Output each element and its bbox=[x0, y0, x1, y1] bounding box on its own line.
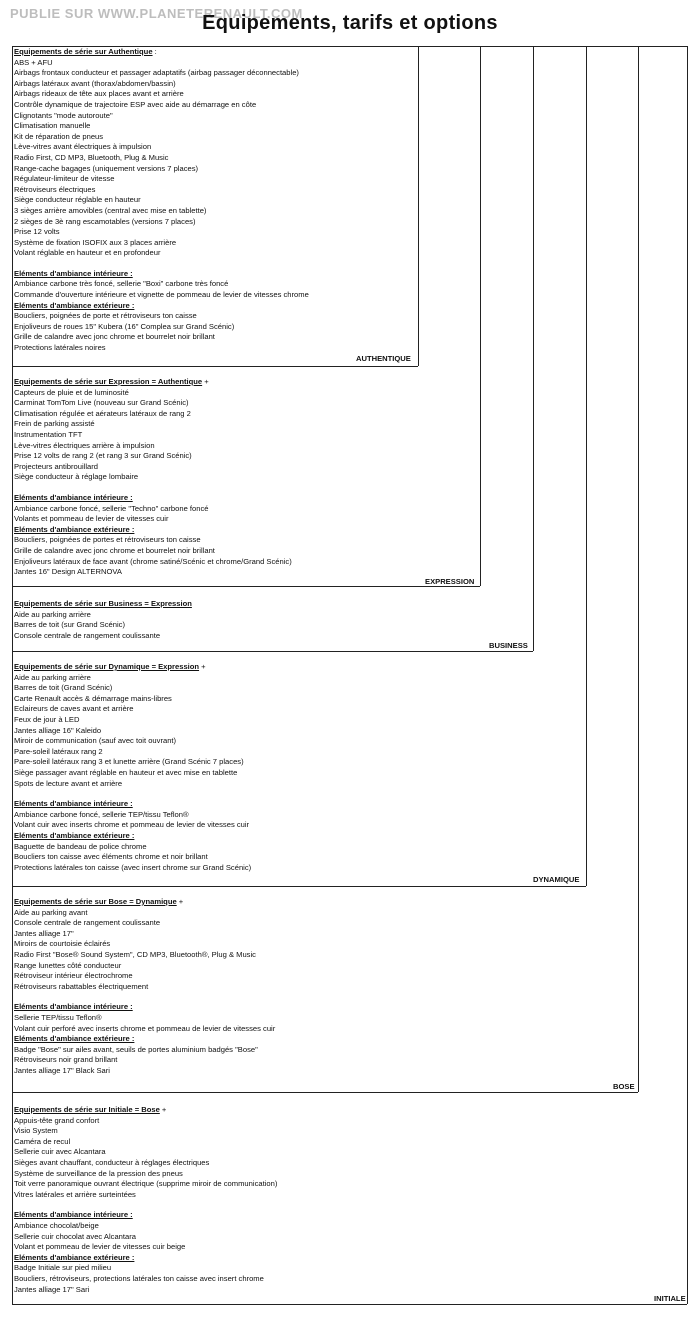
equipment-item: Appuis-tête grand confort bbox=[14, 1115, 100, 1125]
equipment-item: 2 sièges de 3è rang escamotables (versions 7 places) bbox=[14, 216, 196, 226]
section-heading bbox=[14, 377, 534, 388]
trim-label-initiale: INITIALE bbox=[654, 1294, 686, 1303]
exterior-item: Protections latérales ton caisse (avec insert chrome sur Grand Scénic) bbox=[14, 862, 252, 872]
section-authentique bbox=[14, 47, 534, 354]
interior-item: Ambiance carbone foncé, sellerie TEP/tissu Teflon® bbox=[14, 809, 189, 819]
exterior-item: Jantes alliage 17" Sari bbox=[14, 1284, 90, 1294]
exterior-item: Protections latérales noires bbox=[14, 343, 106, 353]
equipment-item: Radio First, CD MP3, Bluetooth, Plug & Music bbox=[14, 152, 169, 162]
equipment-item: Pare-soleil latéraux rang 2 bbox=[14, 746, 103, 756]
equipment-item: Siège conducteur à réglage lombaire bbox=[14, 472, 139, 482]
exterior-heading: Eléments d'ambiance extérieure : bbox=[14, 300, 135, 310]
equipment-item: Rétroviseurs rabattables électriquement bbox=[14, 981, 149, 991]
equipment-item: Sellerie cuir avec Alcantara bbox=[14, 1147, 106, 1157]
exterior-item: Rétroviseurs noir grand brillant bbox=[14, 1055, 118, 1065]
equipment-item: Barres de toit (Grand Scénic) bbox=[14, 683, 113, 693]
equipment-item: 3 sièges arrière amovibles (central avec mise en tablette) bbox=[14, 205, 207, 215]
trim-label-dynamique: DYNAMIQUE bbox=[533, 875, 580, 884]
equipment-item: Aide au parking arrière bbox=[14, 609, 91, 619]
equipment-item: Système de surveillance de la pression des pneus bbox=[14, 1168, 183, 1178]
frame-bose bbox=[638, 46, 639, 1092]
section-heading-suffix: : bbox=[152, 47, 157, 56]
equipment-item: Miroir de communication (sauf avec toit ouvrant) bbox=[14, 736, 177, 746]
equipment-item: Console centrale de rangement coulissante bbox=[14, 918, 161, 928]
section-business bbox=[14, 599, 534, 641]
section-heading-text: Equipements de série sur Bose = Dynamique bbox=[14, 897, 177, 906]
divider-authentique bbox=[12, 366, 418, 367]
interior-heading: Eléments d'ambiance intérieure : bbox=[14, 1210, 133, 1220]
equipment-item: Lève-vitres avant électriques à impulsion bbox=[14, 142, 152, 152]
equipment-item: Radio First "Bose® Sound System", CD MP3, Bluetooth®, Plug & Music bbox=[14, 949, 256, 959]
equipment-item: Barres de toit (sur Grand Scénic) bbox=[14, 620, 125, 630]
interior-item: Volants et pommeau de levier de vitesses cuir bbox=[14, 514, 169, 524]
interior-item: Volant et pommeau de levier de vitesses cuir beige bbox=[14, 1242, 186, 1252]
exterior-heading: Eléments d'ambiance extérieure : bbox=[14, 830, 135, 840]
equipment-item: Rétroviseurs électriques bbox=[14, 184, 96, 194]
equipment-item: Contrôle dynamique de trajectoire ESP avec aide au démarrage en côte bbox=[14, 99, 257, 109]
interior-item: Ambiance carbone très foncé, sellerie "Boxi" carbone très foncé bbox=[14, 279, 229, 289]
interior-heading: Eléments d'ambiance intérieure : bbox=[14, 268, 133, 278]
equipment-item: Toit verre panoramique ouvrant électrique (supprime miroir de communication) bbox=[14, 1179, 278, 1189]
left-border bbox=[12, 46, 13, 1304]
section-heading-text: Equipements de série sur Dynamique = Expression bbox=[14, 662, 200, 671]
interior-heading: Eléments d'ambiance intérieure : bbox=[14, 799, 133, 809]
equipment-item: Miroirs de courtoisie éclairés bbox=[14, 939, 111, 949]
frame-dynamique bbox=[586, 46, 587, 886]
equipment-item: Console centrale de rangement coulissante bbox=[14, 630, 161, 640]
equipment-item: Aide au parking avant bbox=[14, 907, 88, 917]
divider-dynamique bbox=[12, 886, 586, 887]
exterior-item: Grille de calandre avec jonc chrome et bourrelet noir brillant bbox=[14, 332, 215, 342]
equipment-item: Frein de parking assisté bbox=[14, 419, 95, 429]
section-heading bbox=[14, 897, 534, 908]
equipment-item: Airbags rideaux de tête aux places avant et arrière bbox=[14, 89, 184, 99]
exterior-item: Enjoliveurs de roues 15" Kubera (16" Complea sur Grand Scénic) bbox=[14, 321, 235, 331]
section-heading-text: Equipements de série sur Expression = Authentique bbox=[14, 377, 203, 386]
equipment-item: Système de fixation ISOFIX aux 3 places arrière bbox=[14, 237, 177, 247]
interior-item: Volant cuir perforé avec inserts chrome et pommeau de levier de vitesses cuir bbox=[14, 1023, 276, 1033]
equipment-item: Carminat TomTom Live (nouveau sur Grand Scénic) bbox=[14, 398, 189, 408]
interior-heading: Eléments d'ambiance intérieure : bbox=[14, 492, 133, 502]
equipment-item: Prise 12 volts de rang 2 (et rang 3 sur Grand Scénic) bbox=[14, 451, 192, 461]
equipment-item: Rétroviseur intérieur électrochrome bbox=[14, 971, 133, 981]
equipment-item: Eclaireurs de caves avant et arrière bbox=[14, 704, 134, 714]
equipment-item: Feux de jour à LED bbox=[14, 714, 80, 724]
equipment-item: Projecteurs antibrouillard bbox=[14, 461, 98, 471]
bottom-border bbox=[12, 1304, 687, 1305]
exterior-item: Badge "Bose" sur ailes avant, seuils de portes aluminium badgés "Bose" bbox=[14, 1044, 258, 1054]
equipment-item: Sièges avant chauffant, conducteur à réglages électriques bbox=[14, 1157, 210, 1167]
equipment-item: Instrumentation TFT bbox=[14, 429, 83, 439]
exterior-item: Grille de calandre avec jonc chrome et bourrelet noir brillant bbox=[14, 545, 215, 555]
interior-item: Commande d'ouverture intérieure et vignette de pommeau de levier de vitesses chrome bbox=[14, 290, 309, 300]
trim-label-bose: BOSE bbox=[613, 1082, 635, 1091]
section-heading bbox=[14, 47, 534, 58]
section-heading bbox=[14, 1105, 534, 1116]
exterior-heading: Eléments d'ambiance extérieure : bbox=[14, 524, 135, 534]
equipment-item: Vitres latérales et arrière surteintées bbox=[14, 1189, 136, 1199]
page-title: Equipements, tarifs et options bbox=[202, 12, 498, 34]
equipment-item: Régulateur-limiteur de vitesse bbox=[14, 174, 115, 184]
equipment-item: Airbags latéraux avant (thorax/abdomen/bassin) bbox=[14, 78, 176, 88]
equipment-item: Clignotants "mode autoroute" bbox=[14, 110, 113, 120]
equipment-item: Range lunettes côté conducteur bbox=[14, 960, 122, 970]
interior-heading: Eléments d'ambiance intérieure : bbox=[14, 1002, 133, 1012]
equipment-item: Range-cache bagages (uniquement versions 7 places) bbox=[14, 163, 199, 173]
frame-initiale bbox=[687, 46, 688, 1304]
section-initiale bbox=[14, 1105, 534, 1295]
section-expression bbox=[14, 377, 534, 578]
trim-label-authentique: AUTHENTIQUE bbox=[356, 354, 411, 363]
trim-label-expression: EXPRESSION bbox=[425, 577, 475, 586]
interior-item: Sellerie TEP/tissu Teflon® bbox=[14, 1012, 102, 1022]
equipment-item: Caméra de recul bbox=[14, 1136, 71, 1146]
section-bose bbox=[14, 897, 534, 1077]
equipment-item: Carte Renault accès & démarrage mains-libres bbox=[14, 693, 172, 703]
exterior-item: Jantes 16" Design ALTERNOVA bbox=[14, 567, 122, 577]
exterior-heading: Eléments d'ambiance extérieure : bbox=[14, 1034, 135, 1044]
equipment-item: Volant réglable en hauteur et en profondeur bbox=[14, 248, 161, 258]
interior-item: Ambiance carbone foncé, sellerie "Techno" carbone foncé bbox=[14, 503, 209, 513]
exterior-item: Baguette de bandeau de police chrome bbox=[14, 841, 147, 851]
section-heading-suffix: + bbox=[176, 897, 184, 906]
exterior-item: Boucliers, rétroviseurs, protections latérales ton caisse avec insert chrome bbox=[14, 1273, 264, 1283]
section-heading-suffix: + bbox=[202, 377, 209, 386]
equipment-item: Climatisation régulée et aérateurs latéraux de rang 2 bbox=[14, 408, 191, 418]
equipment-item: Airbags frontaux conducteur et passager adaptatifs (airbag passager déconnectable) bbox=[14, 68, 299, 78]
exterior-item: Jantes alliage 17" Black Sari bbox=[14, 1065, 110, 1075]
equipment-item: Pare-soleil latéraux rang 3 et lunette arrière (Grand Scénic 7 places) bbox=[14, 757, 244, 767]
equipment-item: Aide au parking arrière bbox=[14, 672, 91, 682]
equipment-item: Siège conducteur réglable en hauteur bbox=[14, 195, 141, 205]
equipment-item: Jantes alliage 16" Kaleido bbox=[14, 725, 102, 735]
section-dynamique bbox=[14, 662, 534, 873]
equipment-item: Lève-vitres électriques arrière à impulsion bbox=[14, 440, 155, 450]
equipment-item: Spots de lecture avant et arrière bbox=[14, 778, 123, 788]
equipment-item: Capteurs de pluie et de luminosité bbox=[14, 387, 129, 397]
section-heading-text: Equipements de série sur Initiale = Bose bbox=[14, 1105, 160, 1114]
exterior-item: Badge Initiale sur pied milieu bbox=[14, 1263, 112, 1273]
trim-label-business: BUSINESS bbox=[489, 641, 528, 650]
section-heading-text: Equipements de série sur Business = Expression bbox=[14, 599, 192, 608]
equipment-item: Climatisation manuelle bbox=[14, 121, 91, 131]
interior-item: Sellerie cuir chocolat avec Alcantara bbox=[14, 1231, 136, 1241]
exterior-item: Enjoliveurs latéraux de face avant (chrome satiné/Scénic et chrome/Grand Scénic) bbox=[14, 556, 292, 566]
exterior-heading: Eléments d'ambiance extérieure : bbox=[14, 1252, 135, 1262]
divider-business bbox=[12, 651, 533, 652]
watermark-text: PUBLIE SUR WWW.PLANETERENAULT.COM bbox=[10, 6, 303, 21]
equipment-item: Jantes alliage 17" bbox=[14, 928, 74, 938]
exterior-item: Boucliers, poignées de porte et rétroviseurs ton caisse bbox=[14, 311, 197, 321]
exterior-item: Boucliers, poignées de portes et rétroviseurs ton caisse bbox=[14, 535, 201, 545]
equipment-item: Prise 12 volts bbox=[14, 227, 60, 237]
interior-item: Volant cuir avec inserts chrome et pommeau de levier de vitesses cuir bbox=[14, 820, 250, 830]
equipment-item: Siège passager avant réglable en hauteur et avec mise en tablette bbox=[14, 767, 238, 777]
section-heading-suffix: + bbox=[199, 662, 206, 671]
equipment-item: ABS + AFU bbox=[14, 57, 53, 67]
interior-item: Ambiance chocolat/beige bbox=[14, 1220, 99, 1230]
equipment-item: Visio System bbox=[14, 1126, 58, 1136]
exterior-item: Boucliers ton caisse avec éléments chrome et noir brillant bbox=[14, 852, 208, 862]
equipment-item: Kit de réparation de pneus bbox=[14, 131, 104, 141]
section-heading bbox=[14, 599, 534, 610]
section-heading-text: Equipements de série sur Authentique bbox=[14, 47, 153, 56]
divider-expression bbox=[12, 586, 480, 587]
divider-bose bbox=[12, 1092, 638, 1093]
section-heading-suffix: + bbox=[159, 1105, 167, 1114]
section-heading bbox=[14, 662, 534, 673]
